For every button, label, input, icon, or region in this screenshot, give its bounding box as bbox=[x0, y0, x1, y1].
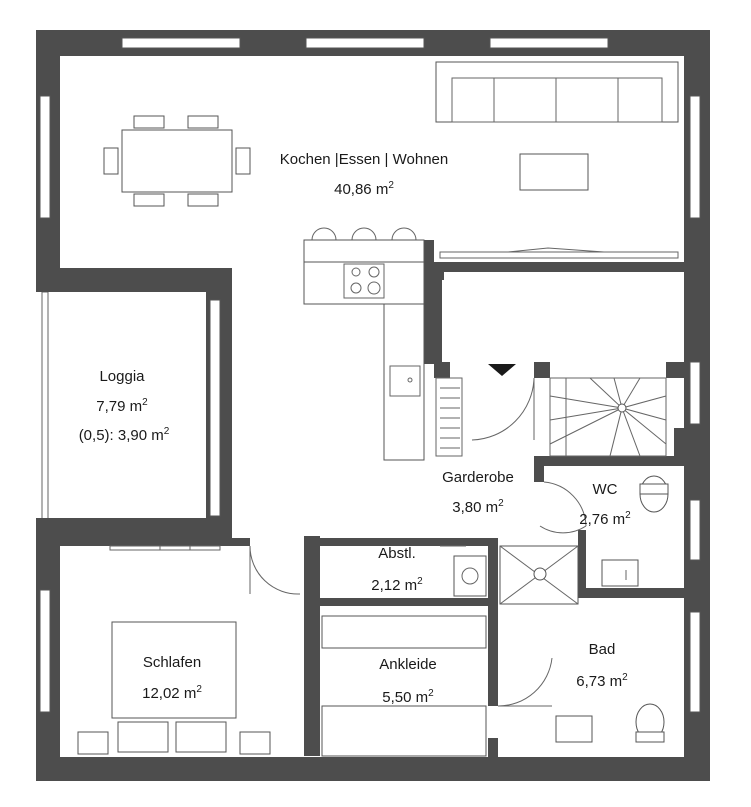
bedroom-furniture bbox=[78, 546, 270, 754]
garderobe-name: Garderobe bbox=[442, 469, 514, 486]
kochen-name: Kochen |Essen | Wohnen bbox=[279, 151, 449, 168]
ankleide-area: 5,50 $m^2$ bbox=[382, 688, 434, 706]
abstl-area: 2,12 $m^2$ bbox=[371, 576, 423, 594]
schlafen-name: Schlafen bbox=[142, 654, 202, 671]
kitchen-furniture bbox=[104, 62, 678, 460]
kochen-area: 40,86 $m^2$ bbox=[334, 180, 394, 198]
wc-area: 2,76 $m^2$ bbox=[579, 510, 631, 528]
bad-area: 6,73 $m^2$ bbox=[576, 672, 628, 690]
bad-name: Bad bbox=[588, 641, 616, 658]
abstl-name: Abstl. bbox=[378, 545, 416, 562]
staircase bbox=[436, 364, 666, 456]
schlafen-area: 12,02 $m^2$ bbox=[142, 684, 202, 702]
loggia-area: 7,79 $m^2$ bbox=[96, 397, 148, 415]
loggia-area-half: (0,5): 3,90 $m^2$ bbox=[78, 426, 170, 444]
garderobe-area: 3,80 $m^2$ bbox=[452, 498, 504, 516]
wc-name: WC bbox=[592, 481, 618, 498]
loggia-name: Loggia bbox=[99, 368, 145, 385]
ankleide-name: Ankleide bbox=[379, 656, 437, 673]
